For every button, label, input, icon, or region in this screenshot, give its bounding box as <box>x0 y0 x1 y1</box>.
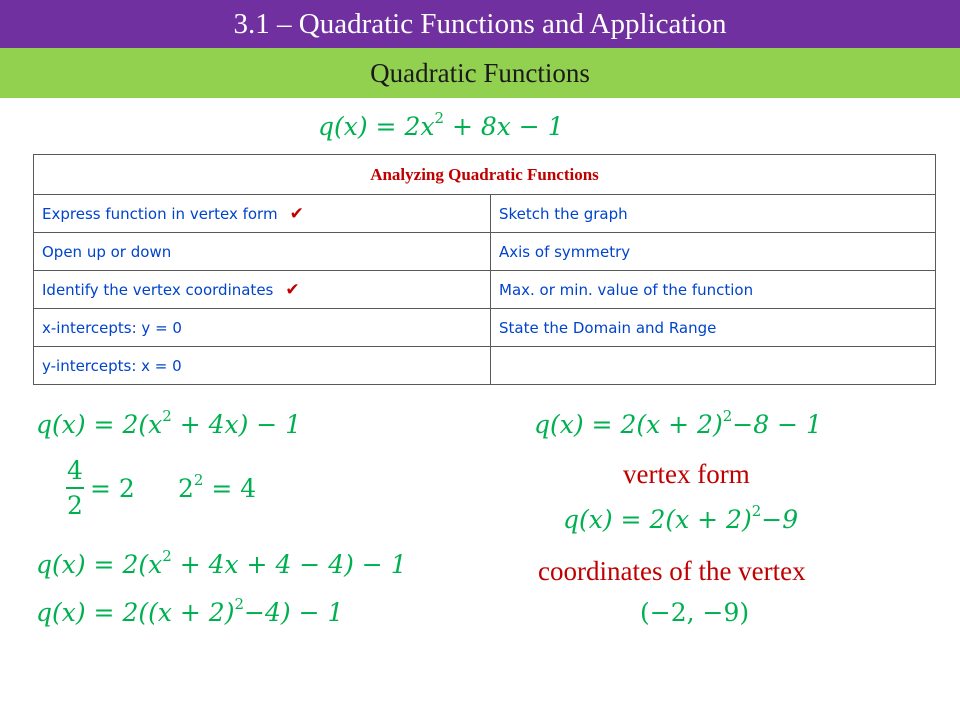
vertex-coordinates-label: coordinates of the vertex <box>538 556 806 586</box>
math-part: = 4 <box>203 474 257 503</box>
table-cell-left: x-intercepts: y = 0 <box>34 309 491 347</box>
vertex-form-label: vertex form <box>623 459 750 489</box>
exponent: 2 <box>162 407 172 425</box>
table-heading: Analyzing Quadratic Functions <box>34 155 936 195</box>
table-cell-left <box>34 195 491 233</box>
exponent: 2 <box>751 502 762 520</box>
square-computation <box>178 471 257 503</box>
math-part: 2 <box>178 474 194 503</box>
cell-text: Express function in vertex form <box>42 204 278 223</box>
exponent: 2 <box>193 471 204 489</box>
function-exponent: 2 <box>434 109 445 127</box>
half-coefficient-fraction <box>66 456 84 520</box>
table-row <box>34 271 936 309</box>
fraction-denominator: 2 <box>67 491 83 520</box>
math-part: −8 − 1 <box>732 410 822 439</box>
table-row <box>34 233 936 271</box>
step-factor-square <box>36 595 344 627</box>
function-lhs: q(x) <box>318 112 368 141</box>
exponent: 2 <box>162 547 172 565</box>
math-part: q(x) = 2((x + 2) <box>36 598 235 627</box>
table-cell-left: y-intercepts: x = 0 <box>34 347 491 385</box>
vertex-form-equation <box>563 502 799 534</box>
math-part: q(x) = 2(x <box>36 410 163 439</box>
vertex-coordinates: (−2, −9) <box>640 598 750 627</box>
fraction-result: = 2 <box>90 474 135 503</box>
table-row <box>34 309 936 347</box>
check-icon: ✔ <box>289 203 304 224</box>
math-part: + 4x) − 1 <box>171 410 302 439</box>
analysis-checklist-table <box>33 154 936 385</box>
math-part: −4) − 1 <box>244 598 344 627</box>
table-row <box>34 347 936 385</box>
fraction-bar <box>66 487 84 489</box>
check-icon: ✔ <box>285 279 300 300</box>
table-header-row <box>34 155 936 195</box>
step-factor <box>36 407 302 439</box>
math-part: −9 <box>761 505 799 534</box>
exponent: 2 <box>234 595 245 613</box>
table-cell-left: Open up or down <box>34 233 491 271</box>
step-complete-square <box>36 547 407 579</box>
table-row <box>34 195 936 233</box>
table-cell-right: Sketch the graph <box>491 195 936 233</box>
function-definition <box>318 109 564 141</box>
math-part: + 4x + 4 − 4) − 1 <box>171 550 407 579</box>
function-rhs-b: + 8x − 1 <box>444 112 564 141</box>
function-rhs-a: = 2x <box>367 112 435 141</box>
cell-text: Identify the vertex coordinates <box>42 280 274 299</box>
step-distribute <box>534 407 822 439</box>
table-cell-right: State the Domain and Range <box>491 309 936 347</box>
slide-title: 3.1 – Quadratic Functions and Application <box>0 0 960 48</box>
exponent: 2 <box>722 407 733 425</box>
table-cell-left <box>34 271 491 309</box>
math-part: q(x) = 2(x + 2) <box>563 505 752 534</box>
fraction-numerator: 4 <box>67 456 83 485</box>
table-cell-right <box>491 347 936 385</box>
table-cell-right: Axis of symmetry <box>491 233 936 271</box>
table-cell-right: Max. or min. value of the function <box>491 271 936 309</box>
slide-subtitle: Quadratic Functions <box>0 48 960 98</box>
math-part: q(x) = 2(x <box>36 550 163 579</box>
math-part: q(x) = 2(x + 2) <box>534 410 723 439</box>
